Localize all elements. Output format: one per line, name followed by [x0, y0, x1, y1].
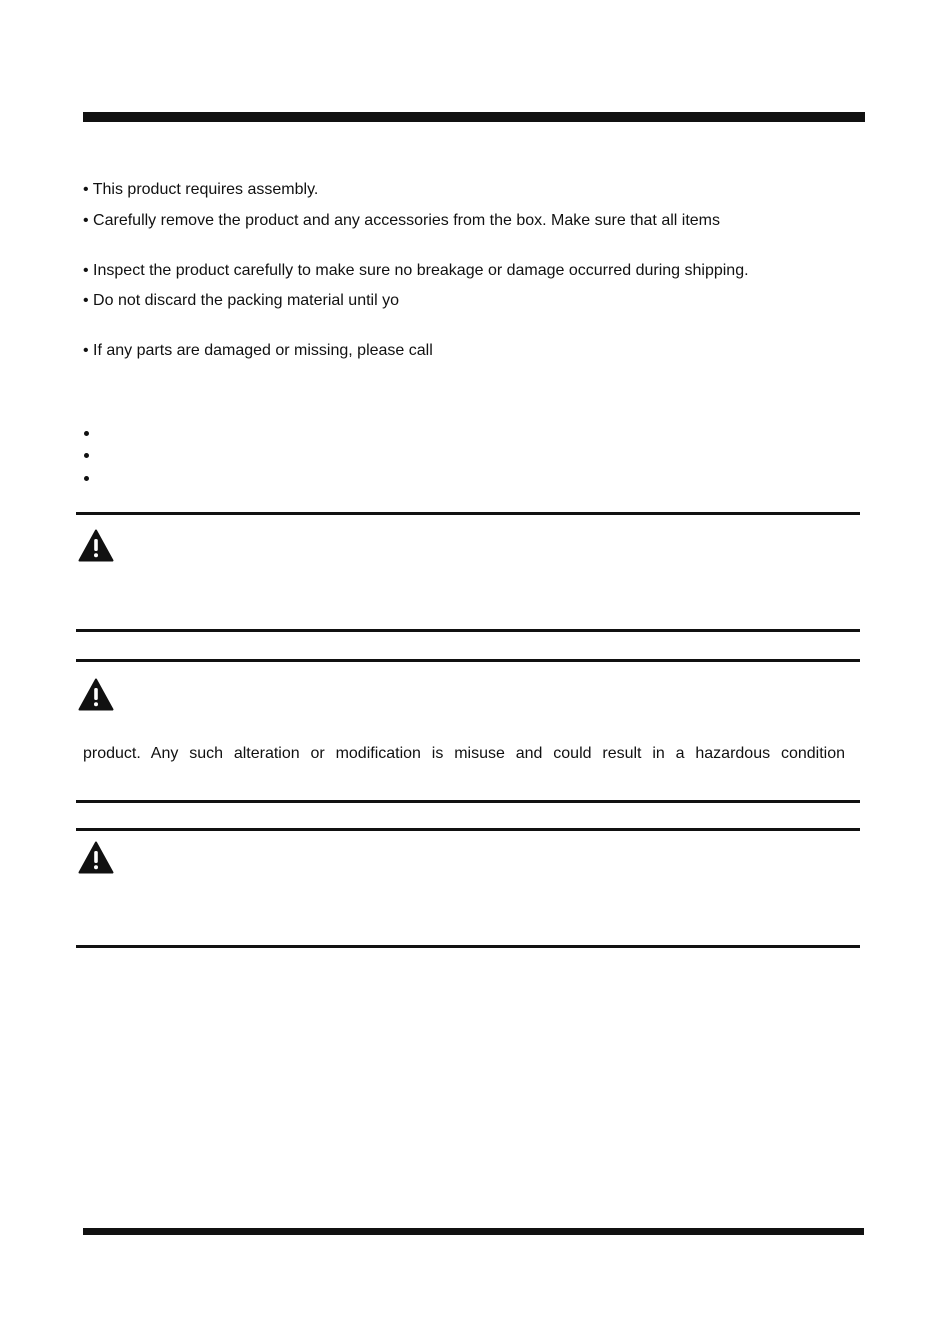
warning-box-top-rule [76, 659, 860, 662]
warning-triangle-icon [78, 529, 114, 562]
bullet-dot [84, 476, 89, 481]
warning-triangle-icon [78, 841, 114, 874]
warning-box-bottom-rule [76, 945, 860, 948]
bullet-dot [84, 431, 89, 436]
warning-box-top-rule [76, 512, 860, 515]
intro-list-item: • Inspect the product carefully to make sure no breakage or damage occurred during shipping. [83, 262, 749, 279]
intro-list-item: • Carefully remove the product and any accessories from the box. Make sure that all items [83, 212, 720, 229]
warning-box-top-rule [76, 828, 860, 831]
intro-list-item: • This product requires assembly. [83, 181, 319, 198]
bullet-dot [84, 453, 89, 458]
warning-triangle-icon [78, 678, 114, 711]
warning-box-text: product. Any such alteration or modification is misuse and could result in a hazardous condition [83, 745, 845, 762]
warning-box-bottom-rule [76, 800, 860, 803]
warning-box-bottom-rule [76, 629, 860, 632]
intro-list-item: • Do not discard the packing material until yo [83, 292, 399, 309]
intro-list-item: • If any parts are damaged or missing, please call [83, 342, 433, 359]
header-rule [83, 112, 865, 122]
footer-rule [83, 1228, 864, 1235]
